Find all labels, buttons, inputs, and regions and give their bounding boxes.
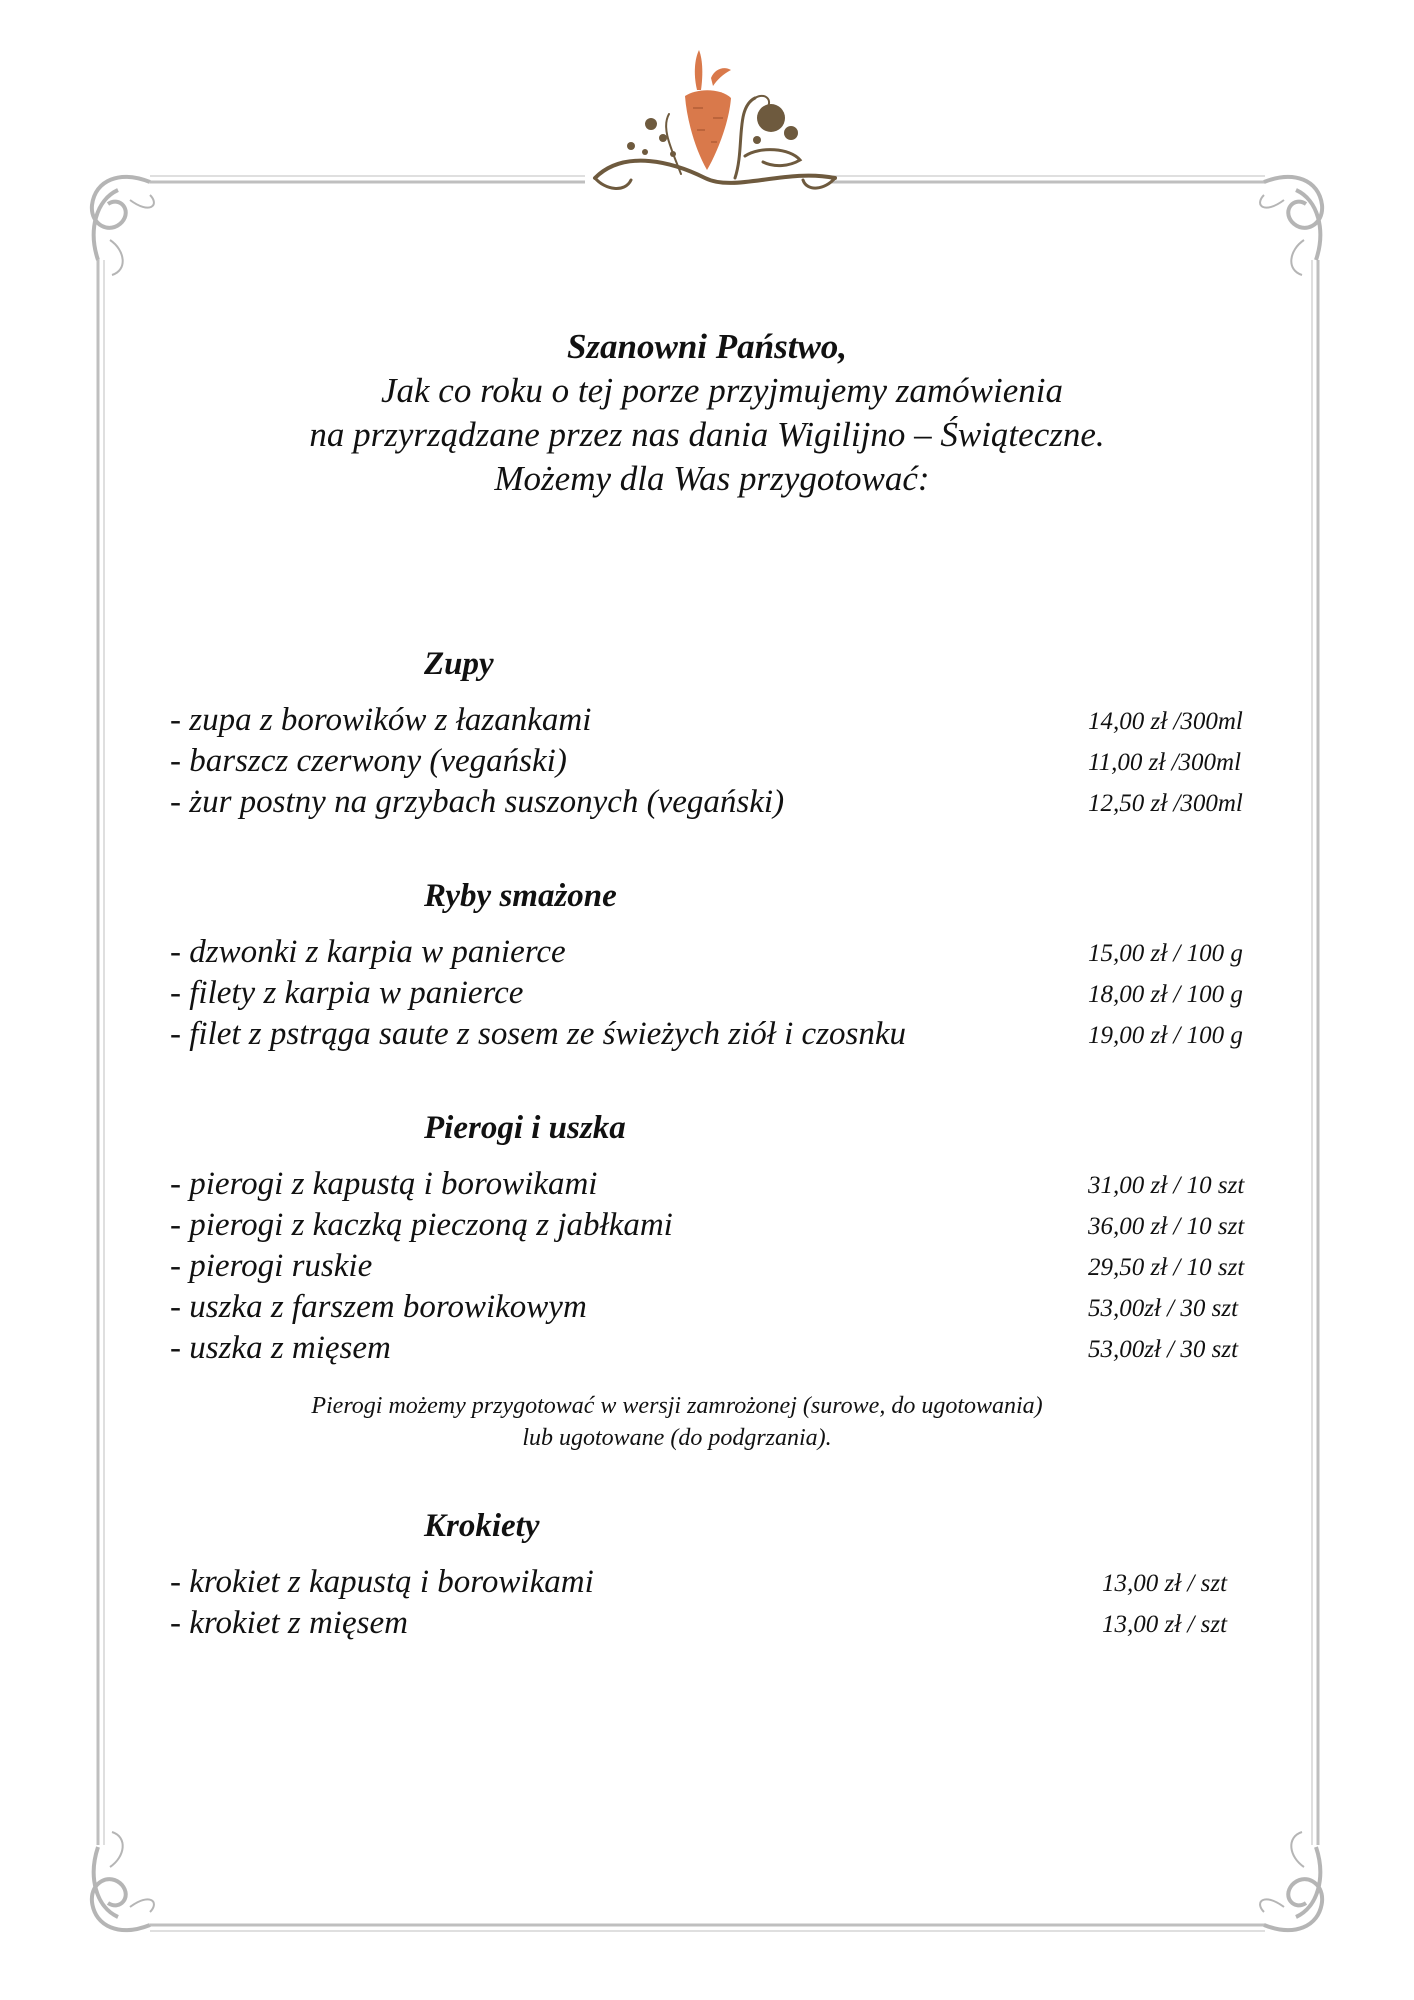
item-name: - pierogi ruskie <box>170 1248 373 1284</box>
item-price: 31,00 zł / 10 szt <box>1088 1172 1245 1199</box>
corner-flourish-bottom-right <box>1260 1832 1322 1930</box>
intro-block <box>0 325 1414 501</box>
item-name: - uszka z mięsem <box>170 1330 391 1366</box>
pierogi-note <box>0 1390 1354 1454</box>
corner-flourish-top-left <box>92 177 154 275</box>
item-name: - krokiet z kapustą i borowikami <box>170 1564 594 1600</box>
greeting: Szanowni Państwo, <box>566 327 848 366</box>
menu-item <box>170 1562 1260 1602</box>
menu-item <box>170 1164 1260 1204</box>
item-price: 14,00 zł /300ml <box>1088 708 1243 735</box>
menu-item <box>170 1603 1260 1643</box>
carrot-vine-logo <box>585 28 845 198</box>
menu-item <box>170 1287 1260 1327</box>
menu-item <box>170 1014 1260 1054</box>
section-title-krokiety: Krokiety <box>424 1508 540 1544</box>
note-line-1: Pierogi możemy przygotować w wersji zamrożonej (surowe, do ugotowania) <box>311 1393 1043 1419</box>
item-name: - barszcz czerwony (vegański) <box>170 743 567 779</box>
item-price: 11,00 zł /300ml <box>1088 749 1242 776</box>
intro-line-3: Możemy dla Was przygotować: <box>494 459 930 498</box>
item-price: 29,50 zł / 10 szt <box>1088 1254 1245 1281</box>
menu-item <box>170 1328 1260 1368</box>
menu-item <box>170 1246 1260 1286</box>
item-name: - filety z karpia w panierce <box>170 975 524 1011</box>
menu-item <box>170 700 1260 740</box>
menu-item <box>170 973 1260 1013</box>
item-name: - filet z pstrąga saute z sosem ze świeżych ziół i czosnku <box>170 1016 907 1052</box>
item-price: 13,00 zł / szt <box>1102 1570 1228 1597</box>
item-price: 13,00 zł / szt <box>1102 1611 1228 1638</box>
note-line-2: lub ugotowane (do podgrzania). <box>522 1425 832 1451</box>
item-name: - pierogi z kapustą i borowikami <box>170 1166 598 1202</box>
item-price: 36,00 zł / 10 szt <box>1088 1213 1245 1240</box>
item-name: - pierogi z kaczką pieczoną z jabłkami <box>170 1207 673 1243</box>
item-name: - dzwonki z karpia w panierce <box>170 934 566 970</box>
section-title-pierogi: Pierogi i uszka <box>424 1110 626 1146</box>
item-name: - zupa z borowików z łazankami <box>170 702 592 738</box>
item-name: - żur postny na grzybach suszonych (vegański) <box>170 784 785 820</box>
item-price: 18,00 zł / 100 g <box>1088 981 1243 1008</box>
item-price: 53,00zł / 30 szt <box>1088 1336 1239 1363</box>
corner-flourish-bottom-left <box>92 1832 154 1930</box>
corner-flourish-top-right <box>1260 177 1322 275</box>
item-price: 12,50 zł /300ml <box>1088 790 1243 817</box>
menu-item <box>170 1205 1260 1245</box>
section-title-ryby: Ryby smażone <box>424 878 617 914</box>
item-price: 19,00 zł / 100 g <box>1088 1022 1243 1049</box>
menu-item <box>170 741 1260 781</box>
item-price: 15,00 zł / 100 g <box>1088 940 1243 967</box>
intro-line-1: Jak co roku o tej porze przyjmujemy zamówienia <box>380 371 1064 410</box>
item-name: - uszka z farszem borowikowym <box>170 1289 587 1325</box>
menu-item <box>170 782 1260 822</box>
item-price: 53,00zł / 30 szt <box>1088 1295 1239 1322</box>
item-name: - krokiet z mięsem <box>170 1605 408 1641</box>
menu-item <box>170 932 1260 972</box>
intro-line-2: na przyrządzane przez nas dania Wigilijno – Świąteczne. <box>309 415 1105 454</box>
section-title-zupy: Zupy <box>424 646 494 682</box>
